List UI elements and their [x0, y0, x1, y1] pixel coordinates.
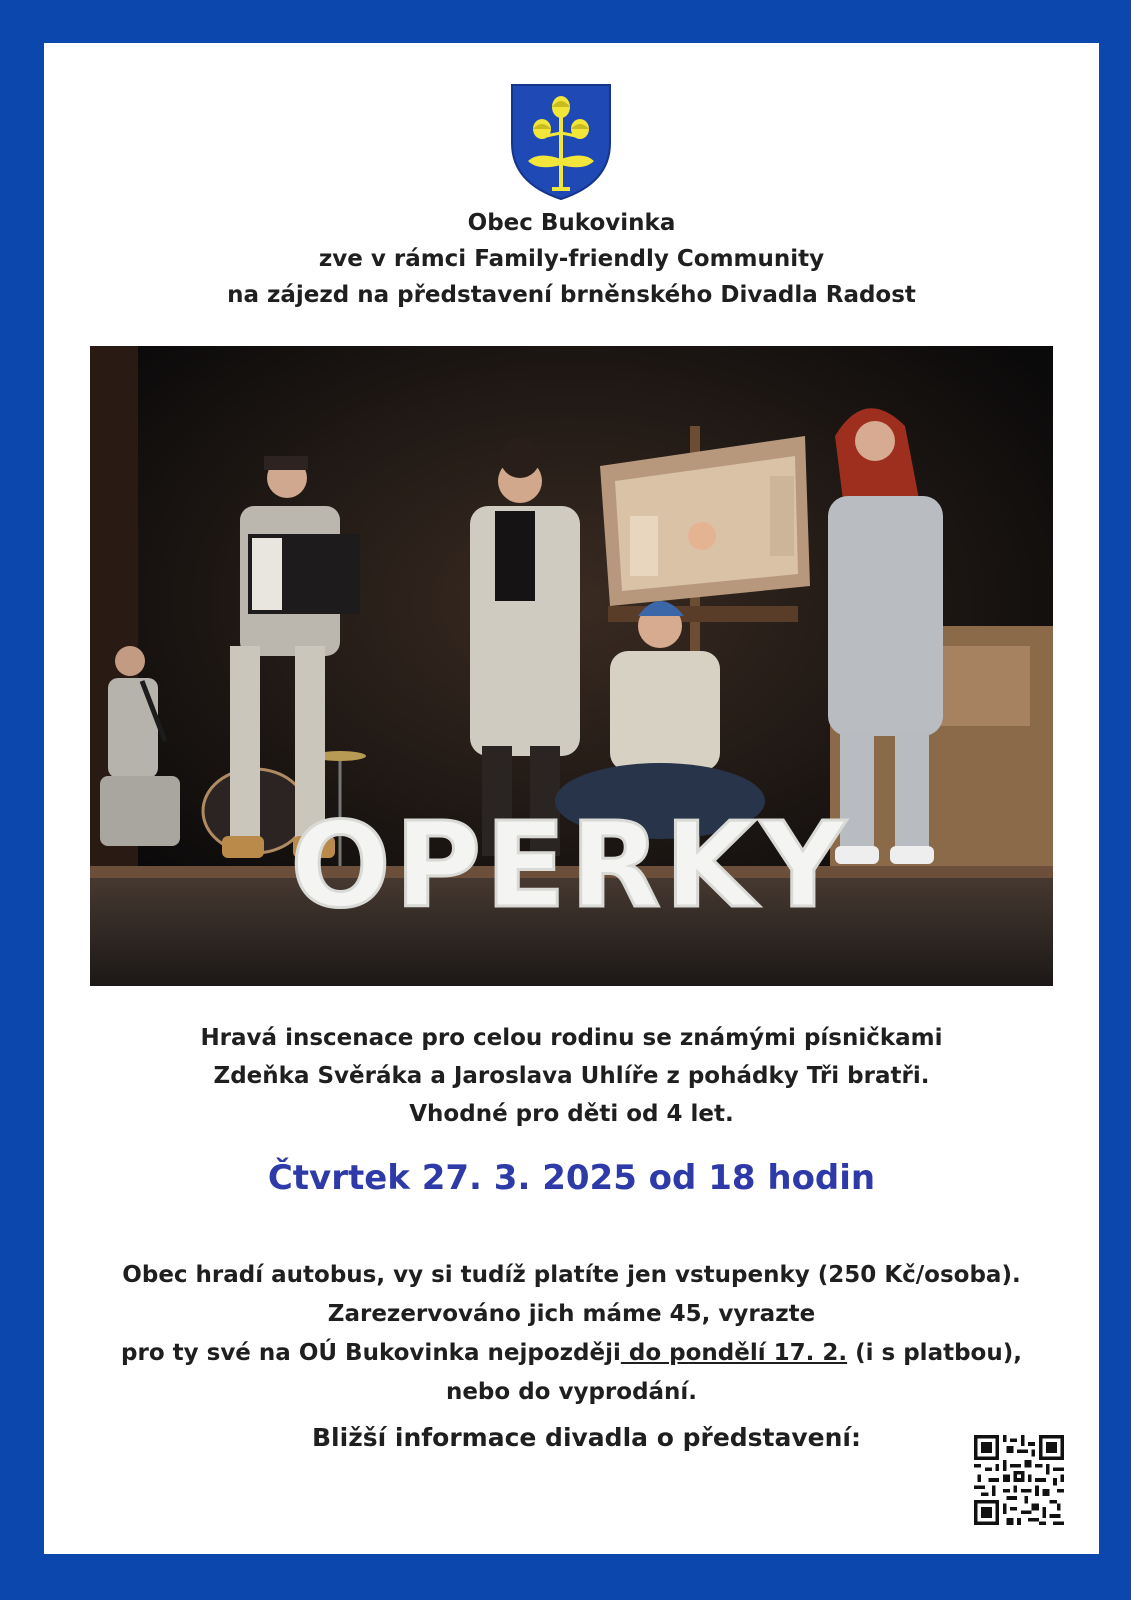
invitation-heading	[44, 205, 1099, 313]
description-line-1: Hravá inscenace pro celou rodinu se známými písničkami	[200, 1025, 943, 1051]
show-title: OPERKY	[290, 796, 850, 934]
event-date: Čtvrtek 27. 3. 2025 od 18 hodin	[267, 1158, 876, 1198]
poster	[44, 43, 1099, 1554]
village-name: Obec Bukovinka	[467, 210, 676, 236]
deadline: do pondělí 17. 2.	[620, 1340, 848, 1366]
performance-photo	[90, 346, 1053, 986]
info-line-3	[44, 1334, 1099, 1373]
invitation-line: zve v rámci Family-friendly Community	[318, 246, 825, 272]
description-line-3: Vhodné pro děti od 4 let.	[409, 1101, 734, 1127]
info-line-1: Obec hradí autobus, vy si tudíž platíte jen vstupenky (250 Kč/osoba).	[122, 1262, 1021, 1288]
info-line-3-start: pro ty své na OÚ Bukovinka nejpozději	[121, 1340, 621, 1366]
description-line-2: Zdeňka Svěráka a Jaroslava Uhlíře z pohádky Tři bratři.	[213, 1063, 930, 1089]
trip-line: na zájezd na představení brněnského Divadla Radost	[227, 282, 916, 308]
more-info-label: Bližší informace divadla o představení:	[312, 1423, 861, 1452]
info-line-4: nebo do vyprodání.	[445, 1379, 698, 1405]
qr-code-icon[interactable]	[974, 1435, 1064, 1525]
info-line-2: Zarezervováno jich máme 45, vyrazte	[327, 1301, 816, 1327]
stage-scene-illustration	[90, 346, 1053, 986]
booking-info	[44, 1256, 1099, 1412]
info-line-3-end: (i s platbou),	[847, 1340, 1022, 1366]
show-description	[44, 1019, 1099, 1133]
bukovinka-coat-of-arms-icon	[508, 81, 614, 203]
